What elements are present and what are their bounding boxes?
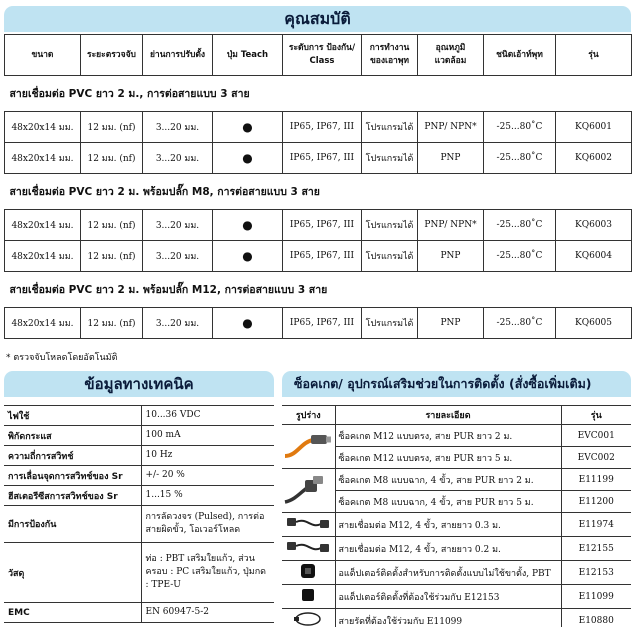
accessory-detail: อแด็ปเตอร์ติดตั้งสำหรับการติดตั้งแบบไม่ใช้ขาตั้ง, PBT [335, 561, 561, 585]
cell-output-func: โปรแกรมได้ [362, 112, 418, 143]
tech-value: +/- 20 % [141, 466, 274, 486]
cell-protection: IP65, IP67, III [283, 241, 362, 272]
accessory-detail: ซ็อคเกต M8 แบบฉาก, 4 ขั้ว, สาย PUR ยาว 5 ม. [335, 491, 561, 513]
header-size: ขนาด [5, 35, 81, 76]
cell-temperature: -25...80˚C [484, 241, 556, 272]
cell-adjust-range: 3...20 มม. [143, 143, 213, 174]
accessory-detail: ซ็อคเกต M8 แบบฉาก, 4 ขั้ว, สาย PUR ยาว 2 ม. [335, 469, 561, 491]
cell-model: KQ6001 [556, 112, 632, 143]
tech-label: พิกัดกระแส [4, 426, 141, 446]
cell-temperature: -25...80˚C [484, 210, 556, 241]
header-teach: ปุ่ม Teach [213, 35, 283, 76]
header-acc-model: รุ่น [561, 406, 631, 425]
cell-adjust-range: 3...20 มม. [143, 210, 213, 241]
cell-model: KQ6002 [556, 143, 632, 174]
tech-label: การเลื่อนจุดการสวิทช์ของ Sr [4, 466, 141, 486]
tech-value: 100 mA [141, 426, 274, 446]
cell-output-type: PNP [418, 241, 484, 272]
tech-value: EN 60947-5-2 [141, 603, 274, 623]
header-detail: รายละเอียด [335, 406, 561, 425]
table-row [5, 308, 632, 339]
cell-model: KQ6004 [556, 241, 632, 272]
tech-label: ไฟใช้ [4, 406, 141, 426]
cell-output-type: PNP [418, 308, 484, 339]
accessory-detail: สายเชื่อมต่อ M12, 4 ขั้ว, สายยาว 0.3 ม. [335, 513, 561, 537]
cell-protection: IP65, IP67, III [283, 308, 362, 339]
tech-row [4, 506, 274, 543]
cell-size: 48x20x14 มม. [5, 308, 81, 339]
tech-row [4, 406, 274, 426]
accessory-image-cell [282, 561, 335, 585]
header-adjust: ย่านการปรับตั้ง [143, 35, 213, 76]
cell-temperature: -25...80˚C [484, 143, 556, 174]
accessory-image-cell [282, 469, 335, 513]
table-row [5, 241, 632, 272]
accessory-detail: สายรัดที่ต้องใช้ร่วมกับ E11099 [335, 609, 561, 627]
cell-range: 12 มม. (nf) [81, 308, 143, 339]
technical-table [4, 405, 274, 623]
m12-jumper-cable-icon [283, 550, 333, 560]
tech-label: EMC [4, 603, 141, 623]
accessories-title: ซ็อคเกต/ อุปกรณ์เสริมช่วยในการติดตั้ง (สั่งซื้อเพิ่มเติม) [282, 371, 631, 397]
cell-size: 48x20x14 มม. [5, 112, 81, 143]
accessory-model: E12155 [561, 537, 631, 561]
accessory-model: E11099 [561, 585, 631, 609]
accessory-row [282, 425, 631, 447]
accessory-detail: อแด็ปเตอร์ติดตั้งที่ต้องใช้ร่วมกับ E12153 [335, 585, 561, 609]
accessory-detail: ซ็อคเกต M12 แบบตรง, สาย PUR ยาว 5 ม. [335, 447, 561, 469]
accessories-header-row [282, 406, 631, 425]
section-title: สายเชื่อมต่อ PVC ยาว 2 ม. พร้อมปลั๊ก M12, การต่อสายแบบ 3 สาย [5, 272, 632, 308]
cell-teach: ● [213, 210, 283, 241]
tech-value: 10 Hz [141, 446, 274, 466]
tech-label: ฮีสเตอรีซีสการสวิทช์ของ Sr [4, 486, 141, 506]
accessory-image-cell [282, 513, 335, 537]
header-model: รุ่น [556, 35, 632, 76]
accessory-row [282, 447, 631, 469]
accessory-model: EVC002 [561, 447, 631, 469]
cell-model: KQ6005 [556, 308, 632, 339]
m12-jumper-cable-icon [283, 526, 333, 536]
tech-value: 1...15 % [141, 486, 274, 506]
accessory-image-cell [282, 585, 335, 609]
tech-row [4, 543, 274, 603]
accessory-detail: ซ็อคเกต M12 แบบตรง, สาย PUR ยาว 2 ม. [335, 425, 561, 447]
accessory-row [282, 469, 631, 491]
accessory-model: E12153 [561, 561, 631, 585]
accessory-row [282, 537, 631, 561]
cell-adjust-range: 3...20 มม. [143, 241, 213, 272]
tech-label: ความถี่การสวิทช์ [4, 446, 141, 466]
table-row [5, 112, 632, 143]
cell-output-func: โปรแกรมได้ [362, 210, 418, 241]
header-range: ระยะตรวจจับ [81, 35, 143, 76]
cell-protection: IP65, IP67, III [283, 210, 362, 241]
technical-title: ข้อมูลทางเทคนิค [4, 371, 274, 397]
tech-value: 10...36 VDC [141, 406, 274, 426]
tech-row [4, 486, 274, 506]
tech-label: วัสดุ [4, 543, 141, 603]
cell-output-type: PNP/ NPN* [418, 210, 484, 241]
angled-socket-cable-icon [283, 501, 333, 511]
section-row [5, 272, 632, 308]
tech-value: ท่อ : PBT เสริมใยแก้ว, ส่วนครอบ : PC เสริมใยแก้ว, ปุ่มกด : TPE-U [141, 543, 274, 603]
cell-output-type: PNP/ NPN* [418, 112, 484, 143]
section-row [5, 174, 632, 210]
cell-teach: ● [213, 308, 283, 339]
header-shape: รูปร่าง [282, 406, 335, 425]
accessory-image-cell [282, 537, 335, 561]
adapter-icon [283, 598, 333, 608]
cell-teach: ● [213, 112, 283, 143]
orange-straight-cable-icon [283, 457, 333, 467]
cell-size: 48x20x14 มม. [5, 241, 81, 272]
tech-row [4, 603, 274, 623]
tech-value: การลัดวงจร (Pulsed), การต่อสายผิดขั้ว, โอเวอร์โหลด [141, 506, 274, 543]
table-row [5, 143, 632, 174]
cell-temperature: -25...80˚C [484, 308, 556, 339]
accessory-row [282, 513, 631, 537]
tech-label: มีการป้องกัน [4, 506, 141, 543]
accessory-image-cell [282, 609, 335, 627]
cell-range: 12 มม. (nf) [81, 112, 143, 143]
table-row [5, 210, 632, 241]
properties-header-row [5, 35, 632, 76]
mounting-adapter-icon [283, 574, 333, 584]
accessory-model: E11974 [561, 513, 631, 537]
properties-table [4, 34, 632, 339]
cell-teach: ● [213, 241, 283, 272]
accessory-row [282, 561, 631, 585]
accessory-model: E11200 [561, 491, 631, 513]
accessory-image-cell [282, 425, 335, 469]
accessory-row [282, 491, 631, 513]
cable-tie-icon [283, 622, 333, 627]
tech-row [4, 426, 274, 446]
header-protection: ระดับการ ป้องกัน/ Class [283, 35, 362, 76]
cell-protection: IP65, IP67, III [283, 143, 362, 174]
accessory-row [282, 609, 631, 627]
properties-title: คุณสมบัติ [4, 6, 631, 32]
cell-range: 12 มม. (nf) [81, 210, 143, 241]
cell-range: 12 มม. (nf) [81, 241, 143, 272]
tech-row [4, 466, 274, 486]
accessory-model: E10880 [561, 609, 631, 627]
tech-row [4, 446, 274, 466]
accessory-model: EVC001 [561, 425, 631, 447]
cell-range: 12 มม. (nf) [81, 143, 143, 174]
cell-teach: ● [213, 143, 283, 174]
cell-output-func: โปรแกรมได้ [362, 308, 418, 339]
cell-output-func: โปรแกรมได้ [362, 241, 418, 272]
cell-size: 48x20x14 มม. [5, 143, 81, 174]
cell-protection: IP65, IP67, III [283, 112, 362, 143]
cell-temperature: -25...80˚C [484, 112, 556, 143]
accessory-detail: สายเชื่อมต่อ M12, 4 ขั้ว, สายยาว 0.2 ม. [335, 537, 561, 561]
header-temp: อุณหภูมิ แวดล้อม [418, 35, 484, 76]
cell-output-type: PNP [418, 143, 484, 174]
accessory-model: E11199 [561, 469, 631, 491]
cell-adjust-range: 3...20 มม. [143, 308, 213, 339]
section-title: สายเชื่อมต่อ PVC ยาว 2 ม., การต่อสายแบบ 3 สาย [5, 76, 632, 112]
header-output-type: ชนิดเอ้าท์พุท [484, 35, 556, 76]
cell-size: 48x20x14 มม. [5, 210, 81, 241]
cell-output-func: โปรแกรมได้ [362, 143, 418, 174]
cell-adjust-range: 3...20 มม. [143, 112, 213, 143]
section-title: สายเชื่อมต่อ PVC ยาว 2 ม. พร้อมปลั๊ก M8, การต่อสายแบบ 3 สาย [5, 174, 632, 210]
accessory-row [282, 585, 631, 609]
footnote: * ตรวจจับโหลดโดยอัตโนมัติ [6, 353, 118, 363]
accessories-table [282, 405, 631, 627]
header-output-func: การทำงาน ของเอาพุท [362, 35, 418, 76]
section-row [5, 76, 632, 112]
cell-model: KQ6003 [556, 210, 632, 241]
